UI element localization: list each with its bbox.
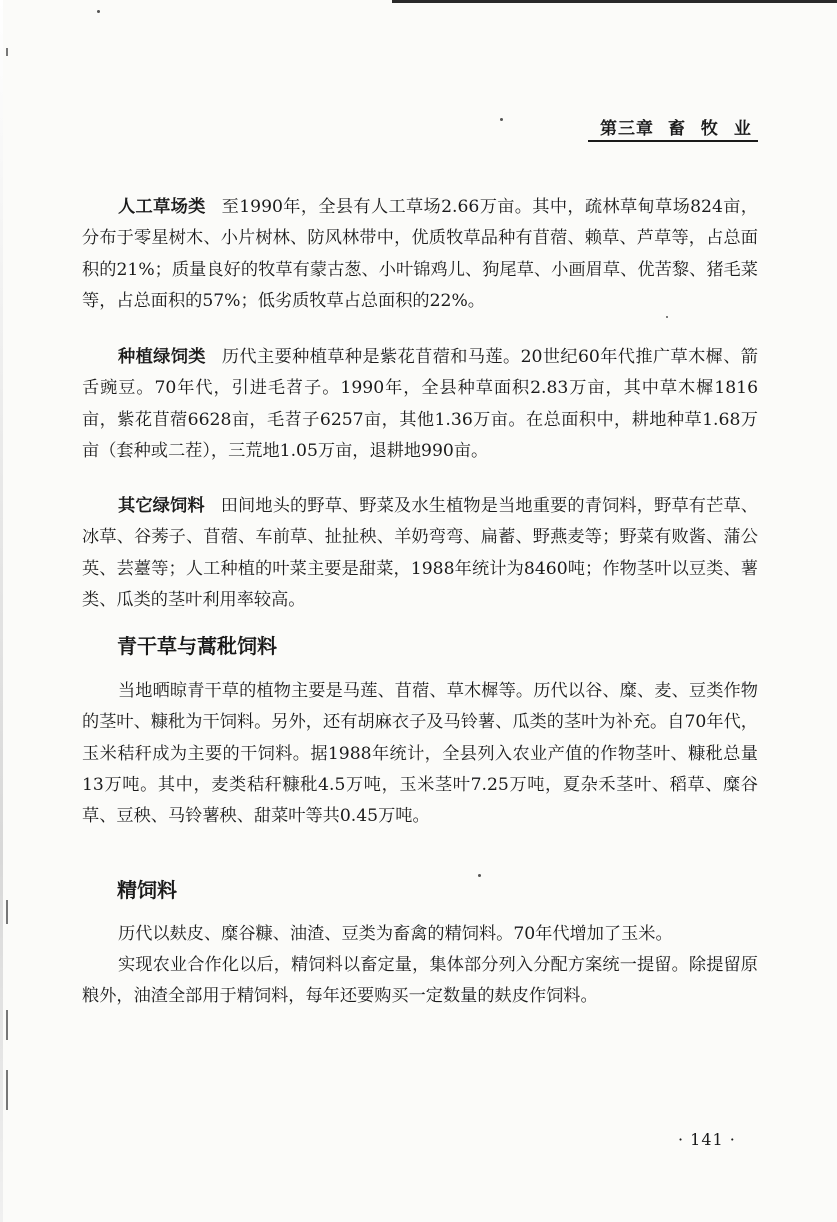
scan-speck: [97, 10, 100, 13]
text-other-green-fodder: 田间地头的野草、野菜及水生植物是当地重要的青饲料，野草有芒草、冰草、谷莠子、苜蓿、车前草、扯扯秧、羊奶弯弯、扁蓄、野燕麦等；野菜有败酱、蒲公英、芸薹等；人工种植的叶菜主要是甜菜，1988年统计为8460吨；作物茎叶以豆类、薯类、瓜类的茎叶利用率较高。: [82, 496, 758, 610]
scan-mark: [6, 48, 8, 56]
keyword-other-green-fodder: 其它绿饲料: [118, 496, 205, 516]
scan-mark: [6, 1010, 8, 1040]
top-edge-rule: [392, 0, 837, 3]
paragraph-artificial-grassland: [82, 192, 758, 317]
paragraph-other-green-fodder: [82, 491, 758, 616]
text-concentrate-1: 历代以麸皮、糜谷糠、油渣、豆类为畜禽的精饲料。70年代增加了玉米。: [118, 924, 673, 944]
scan-mark: [6, 1070, 8, 1110]
chapter-label: 第三章: [600, 119, 654, 139]
header-rule: [588, 140, 758, 142]
scan-speck: [478, 874, 481, 877]
section-heading-concentrate: 精饲料: [117, 878, 177, 902]
scan-speck: [666, 316, 668, 318]
page-number: · 141 ·: [678, 1130, 736, 1149]
paragraph-hay: [82, 676, 758, 832]
keyword-planted-green-fodder: 种植绿饲类: [118, 347, 206, 367]
paragraph-planted-green-fodder: [82, 342, 758, 467]
scan-mark: [6, 900, 8, 924]
paragraph-concentrate-2: [82, 950, 758, 1013]
paragraph-concentrate-1: [82, 919, 758, 950]
chapter-title: 畜 牧 业: [668, 119, 756, 139]
section-heading-hay: 青干草与蒿秕饲料: [117, 634, 277, 658]
text-artificial-grassland: 至1990年，全县有人工草场2.66万亩。其中，疏林草甸草场824亩，分布于零星树木、小片树林、防风林带中，优质牧草品种有苜蓿、赖草、芦草等，占总面积的21%；质量良好的牧草有蒙古葱、小叶锦鸡儿、狗尾草、小画眉草、优苦黎、猪毛菜等，占总面积的57%；低劣质牧草占总面积的22%。: [82, 197, 758, 311]
text-planted-green-fodder: 历代主要种植草种是紫花苜蓿和马莲。20世纪60年代推广草木樨、箭舌豌豆。70年代，引进毛苕子。1990年，全县种草面积2.83万亩，其中草木樨1816亩，紫花苜蓿6628亩，毛苕子6257亩，其他1.36万亩。在总面积中，耕地种草1.68万亩（套种或二茬），三荒地1.05万亩，退耕地990亩。: [82, 347, 758, 461]
text-hay: 当地晒晾青干草的植物主要是马莲、苜蓿、草木樨等。历代以谷、糜、麦、豆类作物的茎叶、糠秕为干饲料。另外，还有胡麻衣子及马铃薯、瓜类的茎叶为补充。自70年代，玉米秸秆成为主要的干饲料。据1988年统计，全县列入农业产值的作物茎叶、糠秕总量13万吨。其中，麦类秸秆糠秕4.5万吨，玉米茎叶7.25万吨，夏杂禾茎叶、稻草、糜谷草、豆秧、马铃薯秧、甜菜叶等共0.45万吨。: [82, 681, 758, 827]
running-head: [600, 114, 760, 139]
text-concentrate-2: 实现农业合作化以后，精饲料以畜定量，集体部分列入分配方案统一提留。除提留原粮外，油渣全部用于精饲料，每年还要购买一定数量的麸皮作饲料。: [82, 955, 758, 1007]
keyword-artificial-grassland: 人工草场类: [118, 197, 206, 217]
scan-speck: [500, 118, 503, 121]
binding-edge-shadow: [0, 0, 3, 1222]
